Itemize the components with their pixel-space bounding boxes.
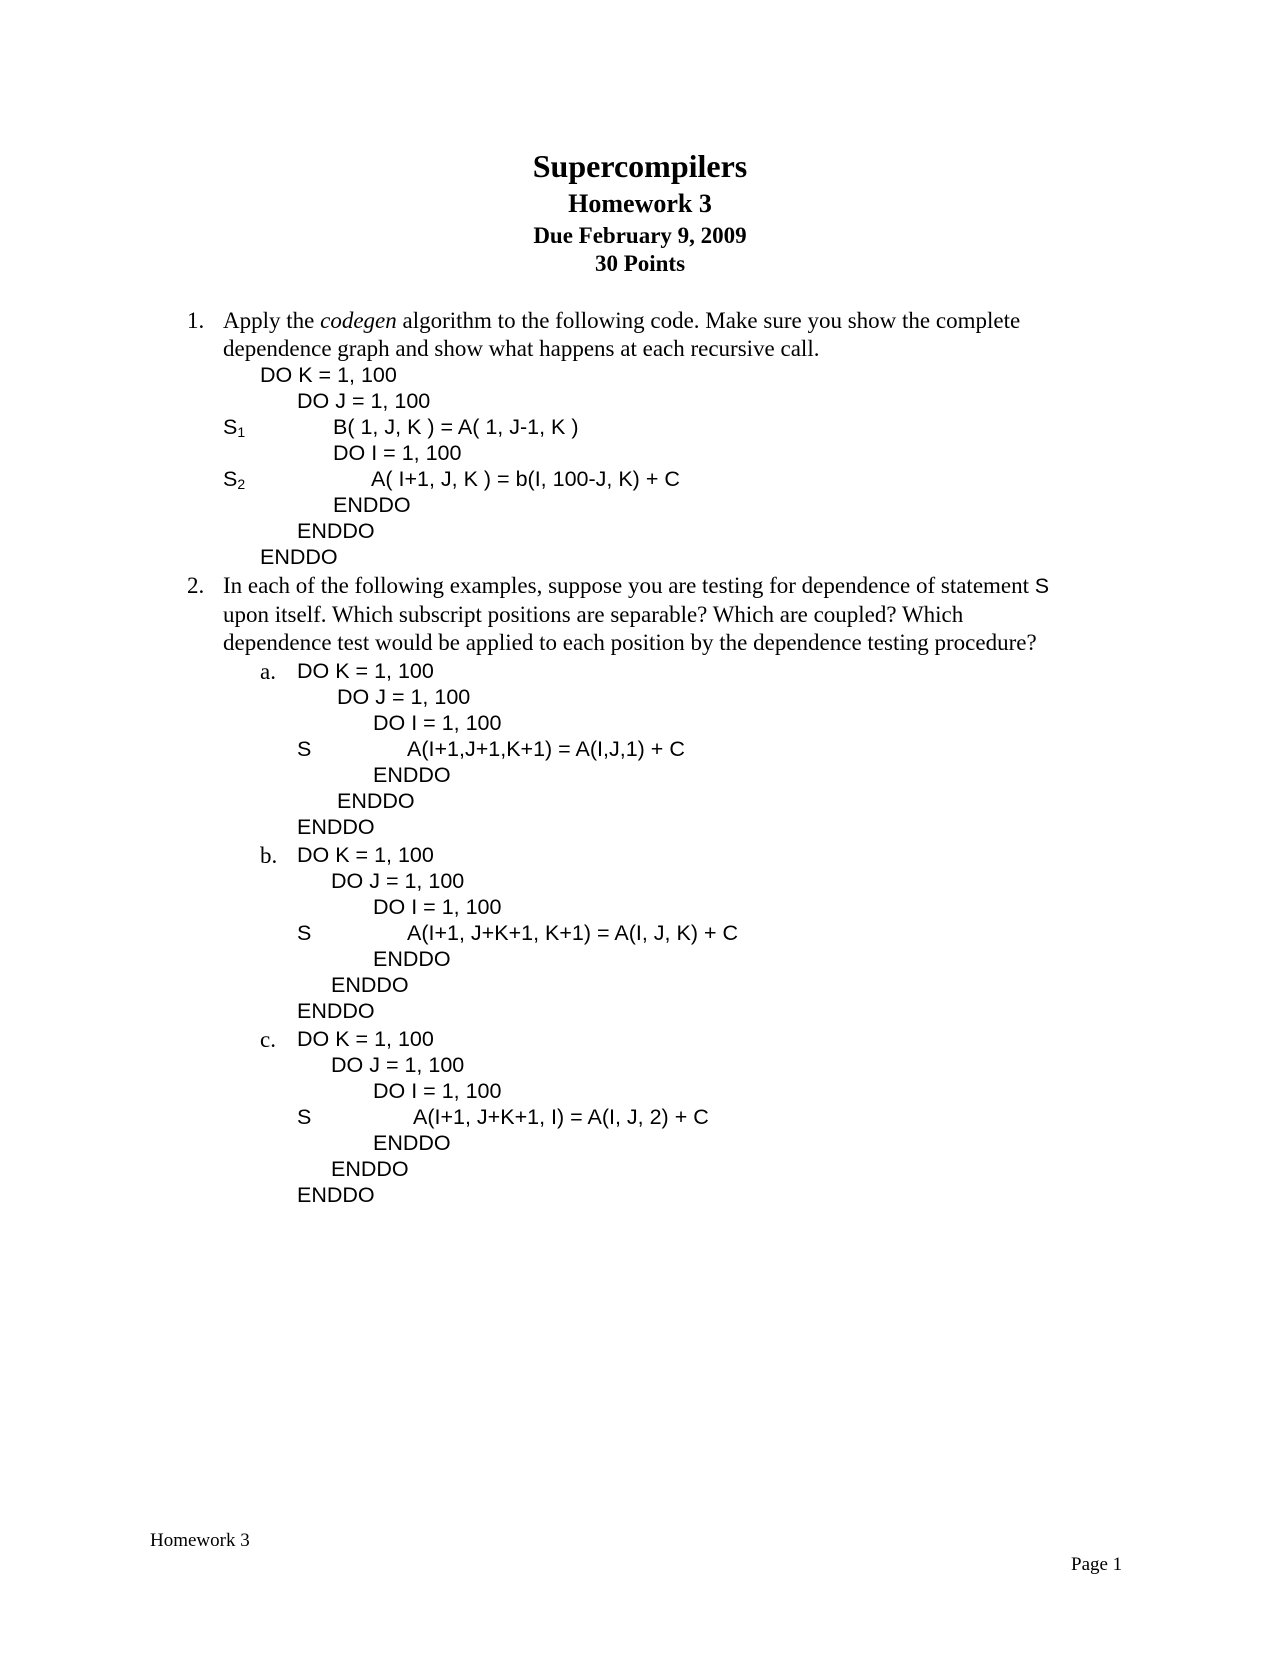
q1-code-line: DO J = 1, 100 [297, 389, 431, 413]
q2c-code-line: ENDDO [331, 1157, 409, 1181]
points: 30 Points [594, 251, 686, 276]
q2a-code-line: DO J = 1, 100 [337, 685, 471, 709]
q1-code-line: ENDDO [333, 493, 411, 517]
q2-line-1-text: In each of the following examples, suppose you are testing for dependence of statement [223, 573, 1035, 598]
q2a-code-line: DO I = 1, 100 [373, 711, 502, 735]
q2a-code-line: A(I+1,J+1,K+1) = A(I,J,1) + C [407, 737, 685, 761]
q2b-label: b. [260, 843, 278, 868]
q2-line-2: upon itself. Which subscript positions are separable? Which are coupled? Which [223, 602, 964, 627]
q1-code-line: ENDDO [297, 519, 375, 543]
page-number: Page 1 [1071, 1554, 1123, 1575]
q2c-code-line: ENDDO [297, 1183, 375, 1207]
q2a-code-line: ENDDO [297, 815, 375, 839]
s2-subscript: 2 [237, 476, 246, 492]
document-subtitle: Homework 3 [568, 189, 712, 218]
q2a-label: a. [260, 659, 276, 684]
s2-letter: S [223, 467, 238, 491]
due-date: Due February 9, 2009 [533, 223, 747, 248]
q2c-code-line: DO K = 1, 100 [297, 1027, 434, 1051]
q2-number: 2. [187, 573, 205, 598]
q2-line-3: dependence test would be applied to each position by the dependence testing procedure? [223, 630, 1037, 655]
q1-number: 1. [187, 308, 205, 333]
q2c-statement-label: S [297, 1105, 312, 1129]
q1-statement-label-s1 [223, 415, 245, 440]
q2c-code-line: ENDDO [373, 1131, 451, 1155]
q1-code-line: ENDDO [260, 545, 338, 569]
q2b-code-line: DO I = 1, 100 [373, 895, 502, 919]
q2a-code-line: DO K = 1, 100 [297, 659, 434, 683]
footer-left: Homework 3 [150, 1530, 250, 1551]
q1-text-before: Apply the [223, 308, 321, 333]
q1-code-line: A( I+1, J, K ) = b(I, 100-J, K) + C [371, 467, 680, 491]
q2a-statement-label: S [297, 737, 312, 761]
q2c-code-line: A(I+1, J+K+1, I) = A(I, J, 2) + C [413, 1105, 709, 1129]
q1-text-after: algorithm to the following code. Make sure you show the complete [396, 308, 1021, 333]
s1-letter: S [223, 415, 238, 439]
q2c-label: c. [260, 1027, 276, 1052]
q1-line-1 [223, 308, 1020, 334]
q2b-statement-label: S [297, 921, 312, 945]
q2c-code-line: DO J = 1, 100 [331, 1053, 465, 1077]
q1-code-line: DO I = 1, 100 [333, 441, 462, 465]
q2a-code-line: ENDDO [337, 789, 415, 813]
q2b-code-line: ENDDO [331, 973, 409, 997]
q1-statement-label-s2 [223, 467, 245, 492]
s1-subscript: 1 [237, 424, 246, 440]
q2-line-1 [223, 573, 1049, 599]
q2b-code-line: A(I+1, J+K+1, K+1) = A(I, J, K) + C [407, 921, 739, 945]
q2c-code-line: DO I = 1, 100 [373, 1079, 502, 1103]
q1-text-italic: codegen [320, 308, 397, 333]
q1-code-line: B( 1, J, K ) = A( 1, J-1, K ) [333, 415, 579, 439]
q1-line-2: dependence graph and show what happens at each recursive call. [223, 336, 820, 361]
q2a-code-line: ENDDO [373, 763, 451, 787]
q2b-code-line: DO K = 1, 100 [297, 843, 434, 867]
q2-line-1-s: S [1034, 574, 1050, 598]
q1-code-line: DO K = 1, 100 [260, 363, 397, 387]
q2b-code-line: ENDDO [297, 999, 375, 1023]
q2b-code-line: ENDDO [373, 947, 451, 971]
q2b-code-line: DO J = 1, 100 [331, 869, 465, 893]
document-title: Supercompilers [532, 148, 748, 184]
